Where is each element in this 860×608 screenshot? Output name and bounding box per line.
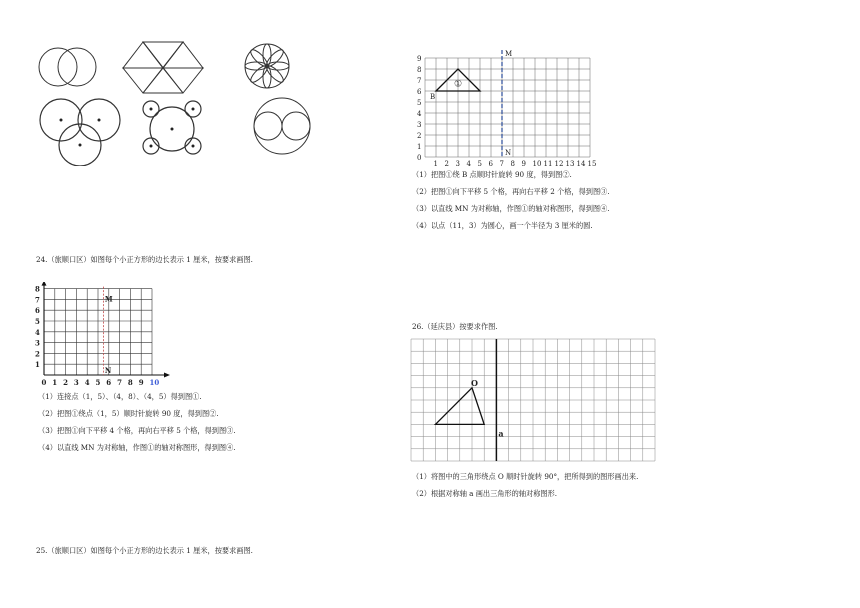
x-tick-label: 2 bbox=[63, 378, 68, 387]
shape-label-1: ① bbox=[454, 79, 463, 90]
label-n: N bbox=[104, 366, 112, 375]
q24-step-2: （2）把图①绕点（1，5）顺时针旋转 90 度，得到图②. bbox=[38, 409, 219, 418]
y-tick-label: 8 bbox=[35, 284, 40, 294]
y-tick-label: 8 bbox=[417, 66, 422, 74]
x-tick-label: 1 bbox=[433, 160, 438, 168]
y-tick-label: 4 bbox=[35, 327, 40, 337]
coordinate-grid-q24 bbox=[30, 282, 180, 390]
y-tick-label: 2 bbox=[35, 349, 40, 359]
x-tick-label: 5 bbox=[477, 160, 482, 168]
x-tick-label: 6 bbox=[106, 378, 112, 387]
q24-title: 24.（旅顺口区）如图每个小正方形的边长表示 1 厘米，按要求画图. bbox=[36, 255, 253, 264]
x-tick-label: 5 bbox=[95, 378, 101, 387]
x-tick-label: 1 bbox=[52, 378, 58, 387]
figure-triangles-star bbox=[123, 42, 203, 93]
x-tick-label: 13 bbox=[565, 160, 575, 168]
x-tick-label: 3 bbox=[455, 160, 460, 168]
grid-q26 bbox=[410, 338, 660, 468]
x-tick-label: 2 bbox=[444, 160, 449, 168]
figure-three-circles bbox=[40, 99, 120, 166]
x-tick-label: 14 bbox=[576, 160, 586, 168]
q26-step-2: （2）根据对称轴 a 画出三角形的轴对称图形. bbox=[412, 489, 558, 498]
y-tick-label: 0 bbox=[417, 154, 422, 162]
label-o: O bbox=[471, 377, 478, 388]
q25-title: 25.（旅顺口区）如图每个小正方形的边长表示 1 厘米，按要求画图. bbox=[36, 546, 253, 555]
y-tick-label: 4 bbox=[417, 110, 422, 118]
x-tick-label: 7 bbox=[499, 160, 504, 168]
figure-circle-with-two-inner bbox=[254, 98, 310, 154]
label-b: B bbox=[430, 93, 436, 101]
y-tick-label: 5 bbox=[35, 317, 40, 326]
x-tick-label: 11 bbox=[543, 160, 553, 168]
y-tick-label: 9 bbox=[417, 55, 422, 63]
x-tick-label: 15 bbox=[587, 160, 597, 168]
label-n: N bbox=[505, 149, 512, 157]
coordinate-grid-top-right bbox=[405, 40, 605, 168]
y-tick-label: 7 bbox=[417, 77, 422, 85]
x-tick-label: 7 bbox=[117, 378, 122, 387]
q26-step-1: （1）将图中的三角形绕点 O 顺时针旋转 90°，把所得到的图形画出来. bbox=[412, 472, 639, 481]
x-tick-label: 8 bbox=[127, 378, 133, 387]
x-tick-label: 10 bbox=[149, 378, 160, 387]
q24-steps bbox=[38, 392, 236, 452]
y-tick-label: 3 bbox=[417, 121, 422, 129]
q24-step-1: （1）连接点（1，5）、（4，8）、（4，5）得到图①. bbox=[38, 392, 202, 401]
x-axis-arrow bbox=[164, 373, 170, 378]
x-tick-label: 3 bbox=[73, 378, 79, 387]
label-a: a bbox=[498, 428, 504, 439]
x-tick-label: 12 bbox=[554, 160, 564, 168]
y-axis-arrow bbox=[42, 282, 47, 286]
y-tick-label: 7 bbox=[35, 295, 40, 305]
y-tick-label: 6 bbox=[35, 306, 40, 316]
step-4: （4）以点（11，3）为圆心，画一个半径为 3 厘米的圆. bbox=[412, 221, 593, 230]
step-3: （3）以直线 MN 为对称轴，作图①的轴对称图形，得到图④. bbox=[412, 204, 610, 213]
y-tick-label: 6 bbox=[417, 88, 422, 96]
x-tick-label: 9 bbox=[521, 160, 526, 168]
y-tick-label: 2 bbox=[417, 132, 422, 140]
x-tick-label: 0 bbox=[41, 378, 47, 387]
figure-two-overlapping-circles bbox=[39, 48, 96, 86]
x-tick-label: 4 bbox=[84, 378, 90, 387]
label-m: M bbox=[104, 294, 113, 304]
top-right-steps bbox=[412, 170, 610, 230]
figure-flower-circle bbox=[245, 44, 289, 88]
y-tick-label: 1 bbox=[417, 143, 422, 151]
x-tick-label: 10 bbox=[532, 160, 542, 168]
q26-title: 26.（延庆县）按要求作图. bbox=[412, 322, 498, 331]
x-tick-label: 8 bbox=[510, 160, 515, 168]
x-tick-label: 6 bbox=[488, 160, 493, 168]
y-tick-label: 5 bbox=[417, 99, 422, 107]
circle-figures bbox=[30, 36, 330, 166]
q24-step-4: （4）以直线 MN 为对称轴，作图①的轴对称图形，得到图④. bbox=[38, 443, 236, 452]
step-2: （2）把图①向下平移 5 个格，再向右平移 2 个格，得到图③. bbox=[412, 187, 610, 196]
y-tick-label: 1 bbox=[35, 360, 40, 370]
label-m: M bbox=[505, 50, 513, 58]
x-tick-label: 4 bbox=[466, 160, 471, 168]
x-tick-label: 9 bbox=[138, 378, 144, 387]
q26-steps bbox=[412, 472, 638, 498]
q24-step-3: （3）把图①向下平移 4 个格，再向右平移 5 个格，得到图③. bbox=[38, 426, 236, 435]
step-1: （1）把图①绕 B 点顺时针旋转 90 度，得到图②. bbox=[412, 170, 572, 179]
y-tick-label: 3 bbox=[35, 338, 40, 348]
